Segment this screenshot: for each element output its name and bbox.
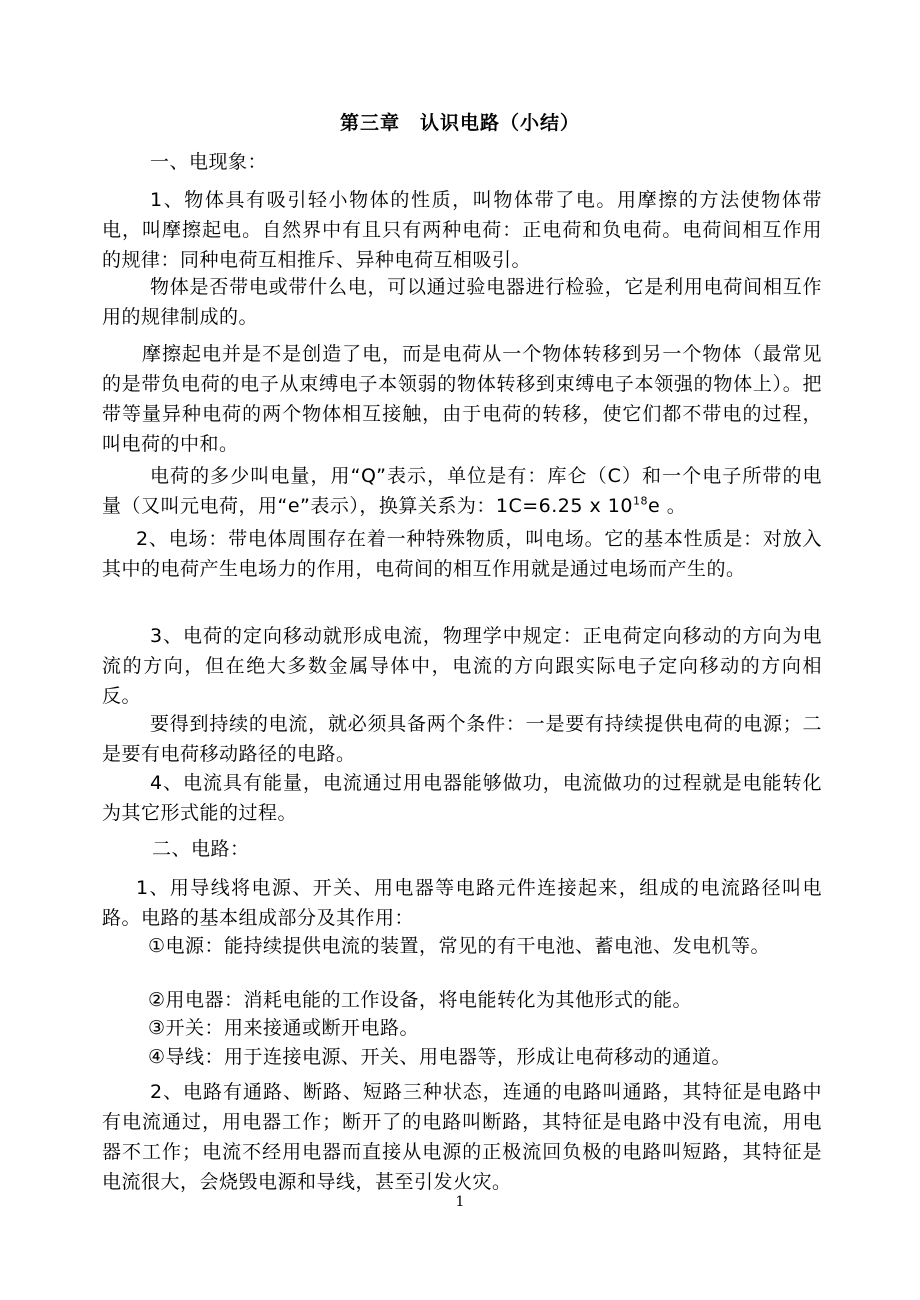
exponent: 18 [632, 494, 648, 508]
paragraph-s1-p3-text: 摩擦起电并是不是创造了电，而是电荷从一个物体转移到另一个物体（最常见的是带负电荷的电子从束缚电子本领弱的物体转移到束缚电子本领强的物体上）。把带等量异种电荷的两个物体相互接触，由于电荷的转移，使它们都不带电的过程，叫电荷的中和。 [102, 343, 822, 455]
paragraph-s1-p5: 2、电场：带电体周围存在着一种特殊物质，叫电场。它的基本性质是：对放入其中的电荷产生电场力的作用，电荷间的相互作用就是通过电场而产生的。 [102, 528, 822, 580]
paragraph-s1-p1: 1、物体具有吸引轻小物体的性质，叫物体带了电。用摩擦的方法使物体带电，叫摩擦起电。自然界中有且只有两种电荷：正电荷和负电荷。电荷间相互作用的规律：同种电荷互相推斥、异种电荷互相吸引。 [102, 189, 822, 271]
paragraph-s1-p3 [102, 339, 822, 459]
paragraph-s1-p6: 3、电荷的定向移动就形成电流，物理学中规定：正电荷定向移动的方向为电流的方向，但在绝大多数金属导体中，电流的方向跟实际电子定向移动的方向相反。 [102, 625, 822, 707]
charge-unit: e 。 [647, 495, 687, 517]
section1-heading: 一、电现象： [150, 151, 268, 173]
page-title: 第三章 认识电路（小结） [339, 112, 580, 134]
list-item-switch: ③开关：用来接通或断开电路。 [148, 1017, 420, 1039]
list-item-wire: ④导线：用于连接电源、开关、用电器等，形成让电荷移动的通道。 [148, 1046, 732, 1068]
list-item-power-source: ①电源：能持续提供电流的装置，常见的有干电池、蓄电池、发电机等。 [148, 935, 771, 957]
paragraph-s1-p8: 4、电流具有能量，电流通过用电器能够做功，电流做功的过程就是电能转化为其它形式能的过程。 [102, 772, 822, 824]
charge-text: 电荷的多少叫电量，用“Q”表示，单位是有：库仑（C）和一个电子所带的电量（又叫元电荷，用“e”表示），换算关系为：1C=6.25 x 10 [102, 465, 822, 517]
list-item-appliance: ②用电器：消耗电能的工作设备，将电能转化为其他形式的能。 [148, 989, 693, 1011]
paragraph-s2-p2: 2、电路有通路、断路、短路三种状态，连通的电路叫通路，其特征是电路中有电流通过，用电器工作；断开了的电路叫断路，其特征是电路中没有电流，用电器不工作；电流不经用电器而直接从电源的正极流回负极的电路叫短路，其特征是电流很大，会烧毁电源和导线，甚至引发火灾。 [102, 1081, 822, 1193]
section2-heading: 二、电路： [152, 838, 250, 860]
paragraph-s1-p2: 物体是否带电或带什么电，可以通过验电器进行检验，它是利用电荷间相互作用的规律制成的。 [102, 276, 822, 328]
paragraph-s1-p4 [102, 461, 822, 521]
paragraph-s2-p1: 1、用导线将电源、开关、用电器等电路元件连接起来，组成的电流路径叫电路。电路的基本组成部分及其作用： [102, 877, 822, 929]
page-number: 1 [455, 1194, 465, 1210]
paragraph-s1-p7: 要得到持续的电流，就必须具备两个条件：一是要有持续提供电荷的电源；二是要有电荷移动路径的电路。 [102, 713, 822, 765]
